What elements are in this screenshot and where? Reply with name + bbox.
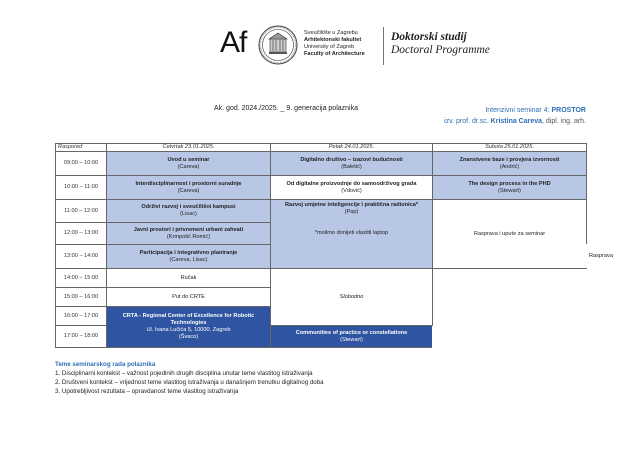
time-cell: 16:00 – 17:00 bbox=[56, 307, 107, 326]
list-item: 2. Društveni kontekst – vrijednost teme vlastitog istraživanja u današnjem trenutku digitalnog doba bbox=[55, 379, 324, 386]
session-address: Ul. Ivana Lučića 5, 10000, Zagreb bbox=[146, 327, 231, 333]
schedule-table bbox=[55, 143, 613, 348]
session-lecturer: (Švaco) bbox=[178, 334, 199, 340]
session-title: Digitalno društvo – izazovi budućnosti bbox=[300, 156, 403, 163]
header-divider bbox=[383, 27, 384, 65]
header-saturday: Subota 25.01.2025. bbox=[433, 144, 587, 152]
af-logo: Af bbox=[220, 26, 247, 59]
session-note: *molimo donijeti vlastiti laptop bbox=[314, 230, 389, 236]
instructor-title: izv. prof. dr.sc. bbox=[444, 118, 491, 125]
header-schedule: Raspored bbox=[56, 144, 107, 152]
topics-title: Teme seminarskog rada polaznika bbox=[55, 361, 156, 368]
header-thursday: Četvrtak 23.01.2025. bbox=[107, 144, 271, 152]
faculty-line: Arhitektonski fakultet bbox=[304, 37, 362, 43]
session-cell bbox=[271, 269, 433, 326]
list-item: 3. Upotrebljivost rezultata – opravdanost teme vlastitog istraživanja bbox=[55, 388, 239, 395]
session-lecturer: (Stewart) bbox=[340, 336, 363, 343]
session-cell bbox=[271, 152, 433, 176]
session-lecturer: (Lisac) bbox=[180, 211, 197, 217]
session-lecturer: (Careva, Lisac) bbox=[169, 256, 208, 263]
session-title: Rasprava i upute za seminar bbox=[473, 230, 546, 237]
session-cell bbox=[271, 200, 433, 269]
session-lecturer: (Pap) bbox=[344, 209, 359, 215]
academic-year: Ak. god. 2024./2025. _ 9. generacija polaznika bbox=[214, 105, 358, 112]
time-cell: 11:00 – 12:00 bbox=[56, 200, 107, 223]
table-header-row bbox=[56, 144, 587, 152]
doctoral-title-hr: Doktorski studij bbox=[391, 31, 467, 43]
session-cell bbox=[433, 176, 587, 200]
session-cell bbox=[433, 200, 587, 269]
session-cell bbox=[107, 176, 271, 200]
session-title: Interdisciplinarnost i prostorni suradnje bbox=[135, 180, 242, 187]
session-title: The design process in the PHD bbox=[468, 180, 551, 187]
session-cell bbox=[107, 288, 271, 307]
header-friday: Petak 24.01.2025. bbox=[271, 144, 433, 152]
session-title: Ručak bbox=[180, 274, 197, 281]
session-title: Slobodno bbox=[339, 293, 364, 300]
list-item: 1. Disciplinarni kontekst – važnost pojedinih drugih disciplina unutar teme vlastitog istraživanja bbox=[55, 370, 313, 377]
session-cell bbox=[107, 152, 271, 176]
session-cell bbox=[107, 200, 271, 223]
session-title: Uvod u seminar bbox=[167, 156, 210, 163]
session-cell bbox=[107, 223, 271, 245]
table-row bbox=[56, 269, 587, 288]
session-cell bbox=[433, 152, 587, 176]
session-cell bbox=[107, 245, 271, 269]
table-row bbox=[56, 152, 587, 176]
session-lecturer: (Baletić) bbox=[341, 163, 362, 170]
time-cell: 14:00 – 15:00 bbox=[56, 269, 107, 288]
session-title: Od digitalne proizvodnje do samoodrživog grada bbox=[286, 180, 417, 187]
faculty-line: University of Zagreb bbox=[304, 44, 355, 50]
empty-cell bbox=[433, 269, 587, 348]
session-lecturer: (Andrić) bbox=[499, 163, 520, 170]
time-cell: 15:00 – 16:00 bbox=[56, 288, 107, 307]
time-cell: 10:00 – 11:00 bbox=[56, 176, 107, 200]
session-cell bbox=[271, 176, 433, 200]
instructor-suffix: , dipl. ing. arh. bbox=[542, 118, 586, 125]
seminar-info bbox=[444, 105, 586, 127]
session-title: Participacija i integrativno planiranje bbox=[139, 249, 238, 256]
session-title: CRTA - Regional Center of Excellence for Robotic Technologies bbox=[122, 313, 255, 326]
session-title: Communities of practice or constellations bbox=[295, 329, 408, 336]
faculty-line: Sveučilište u Zagrebu bbox=[304, 30, 358, 36]
session-lecturer: (Stewart) bbox=[498, 187, 521, 194]
session-cell bbox=[107, 269, 271, 288]
time-cell: 13:00 – 14:00 bbox=[56, 245, 107, 269]
faculty-line: Faculty of Architecture bbox=[304, 51, 365, 57]
session-title: Rasprava bbox=[589, 253, 613, 259]
university-seal-icon bbox=[258, 25, 298, 65]
session-cell bbox=[271, 326, 433, 348]
faculty-name-block bbox=[304, 30, 365, 58]
time-cell: 09:00 – 10:00 bbox=[56, 152, 107, 176]
instructor-name: Kristina Careva bbox=[490, 118, 543, 125]
session-title: Održivi razvoj i sveučilišni kampusi bbox=[141, 204, 236, 210]
seminar-prefix: Intenzivni seminar 4: bbox=[485, 107, 552, 114]
table-row bbox=[56, 200, 587, 223]
table-row bbox=[56, 176, 587, 200]
document-header bbox=[0, 0, 640, 80]
session-lecturer: (Careva) bbox=[177, 163, 200, 170]
session-title: Razvoj umjetne inteligencije i praktična radionica* bbox=[284, 202, 419, 208]
session-lecturer: (Vdović) bbox=[341, 187, 362, 194]
session-lecturer: (Krmpotić Romić) bbox=[166, 233, 211, 240]
session-title: Javni prostori i privremeni urbani zahvati bbox=[133, 226, 244, 233]
time-cell: 17:00 – 18:00 bbox=[56, 326, 107, 348]
session-cell bbox=[107, 307, 271, 348]
time-cell: 12:00 – 13:00 bbox=[56, 223, 107, 245]
seminar-topic: PROSTOR bbox=[551, 107, 586, 114]
session-lecturer: (Careva) bbox=[177, 187, 200, 194]
doctoral-programme-title bbox=[391, 31, 490, 57]
doctoral-title-en: Doctoral Programme bbox=[391, 44, 490, 56]
seminar-topics bbox=[55, 360, 324, 396]
session-title: Znanstvene baze i provjera izvornosti bbox=[459, 156, 560, 163]
session-title: Put do CRTE bbox=[172, 293, 205, 300]
